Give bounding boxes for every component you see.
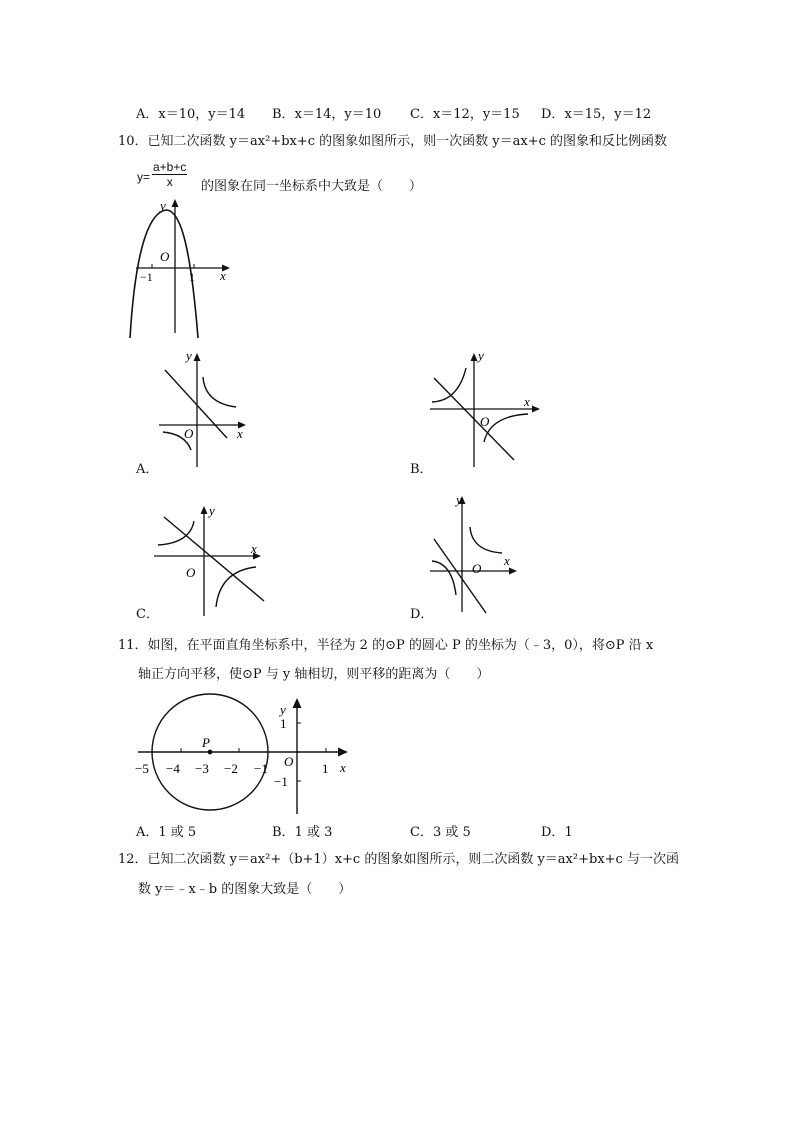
q10-choice-c-graph[interactable]: [152, 497, 264, 617]
q10-choice-c-label[interactable]: C．: [136, 607, 159, 622]
q10-choice-d-graph[interactable]: [428, 493, 520, 613]
option-label: A．: [136, 825, 159, 840]
point-label-p: P: [202, 735, 210, 750]
q12-stem-line1: [118, 851, 679, 869]
option-text: x＝15，y＝12: [564, 107, 652, 122]
origin-label: O: [160, 249, 170, 264]
axis-label-x: x: [504, 553, 510, 568]
axis-label-y: y: [280, 702, 286, 717]
axis-label-x: x: [251, 541, 257, 556]
tick-label-x-neg1: −1: [254, 761, 268, 776]
option-label: D．: [541, 825, 565, 840]
q10-choice-d-label[interactable]: D．: [410, 607, 434, 622]
axis-label-y: y: [186, 348, 192, 363]
origin-label: O: [480, 414, 490, 429]
origin-label: O: [472, 561, 482, 576]
q10-fraction: [152, 160, 187, 189]
tick-label-y-1: 1: [280, 716, 287, 731]
q9-option-b[interactable]: [272, 103, 381, 122]
question-text: 已知二次函数 y＝ax²+bx+c 的图象如图所示，则一次函数 y＝ax+c 的图象和反比例函数: [147, 134, 668, 149]
q10-stem-line1: [118, 133, 667, 151]
tick-label-x-neg3: −3: [195, 761, 209, 776]
option-text: 3 或 5: [432, 825, 471, 840]
q11-option-a[interactable]: [136, 821, 196, 840]
option-label: B．: [272, 107, 295, 122]
axis-label-x: x: [524, 394, 530, 409]
q10-main-graph: [122, 198, 232, 343]
q10-choice-a-label[interactable]: A．: [136, 462, 159, 477]
tick-label-y-neg1: −1: [274, 774, 288, 789]
tick-label-x-neg2: −2: [224, 761, 238, 776]
option-label: C．: [410, 107, 433, 122]
q9-option-a[interactable]: [136, 103, 245, 122]
q9-option-d[interactable]: [541, 103, 651, 122]
q10-choice-b-graph[interactable]: [428, 350, 540, 468]
axis-label-y: y: [160, 198, 166, 213]
option-label: D．: [541, 107, 565, 122]
q10-choice-b-label[interactable]: B．: [410, 462, 433, 477]
fraction-numerator: a+b+c: [153, 160, 187, 174]
axis-label-x: x: [237, 426, 243, 441]
origin-label: O: [186, 565, 196, 580]
tick-label-1: 1: [189, 270, 195, 284]
question-number: 11．: [118, 638, 148, 653]
option-text: x＝12，y＝15: [432, 107, 520, 122]
q11-stem-line2: 轴正方向平移，使⊙P 与 y 轴相切，则平移的距离为（ ）: [138, 667, 490, 682]
origin-label: O: [284, 754, 294, 769]
q11-option-b[interactable]: [272, 821, 332, 840]
axis-label-x: x: [340, 760, 346, 775]
question-number: 10．: [118, 134, 148, 149]
q9-option-c[interactable]: [410, 103, 520, 122]
q11-stem-line1: [118, 637, 653, 655]
question-text: 已知二次函数 y＝ax²+（b+1）x+c 的图象如图所示，则二次函数 y＝ax²+bx+c 与一次函: [147, 852, 679, 867]
axis-label-y: y: [456, 492, 462, 507]
option-text: 1 或 5: [158, 825, 197, 840]
question-number: 12．: [118, 852, 148, 867]
option-text: 1 或 3: [294, 825, 333, 840]
option-text: 1: [564, 825, 573, 840]
axis-label-y: y: [209, 503, 215, 518]
tick-label-x-1: 1: [322, 761, 329, 776]
option-label: A．: [136, 107, 159, 122]
q10-fraction-prefix: y=: [137, 170, 151, 184]
option-text: x＝10，y＝14: [158, 107, 246, 122]
q10-choice-a-graph[interactable]: [157, 350, 247, 468]
axis-label-y: y: [478, 348, 484, 363]
option-text: x＝14，y＝10: [294, 107, 382, 122]
tick-label-x-neg4: −4: [166, 761, 180, 776]
option-label: B．: [272, 825, 295, 840]
q11-circle-figure: [134, 696, 349, 818]
q11-option-d[interactable]: [541, 821, 573, 840]
q10-stem-line2: 的图象在同一坐标系中大致是（ ）: [201, 179, 423, 194]
option-label: C．: [410, 825, 433, 840]
question-text: 如图，在平面直角坐标系中，半径为 2 的⊙P 的圆心 P 的坐标为（﹣3，0），将⊙P 沿 x: [147, 638, 654, 653]
q12-stem-line2: 数 y＝﹣x﹣b 的图象大致是（ ）: [138, 882, 352, 897]
origin-label: O: [184, 426, 194, 441]
fraction-denominator: x: [166, 175, 173, 189]
tick-label-x-neg5: −5: [135, 761, 149, 776]
q11-option-c[interactable]: [410, 821, 471, 840]
tick-label-neg1: −1: [140, 270, 153, 284]
axis-label-x: x: [220, 268, 226, 283]
